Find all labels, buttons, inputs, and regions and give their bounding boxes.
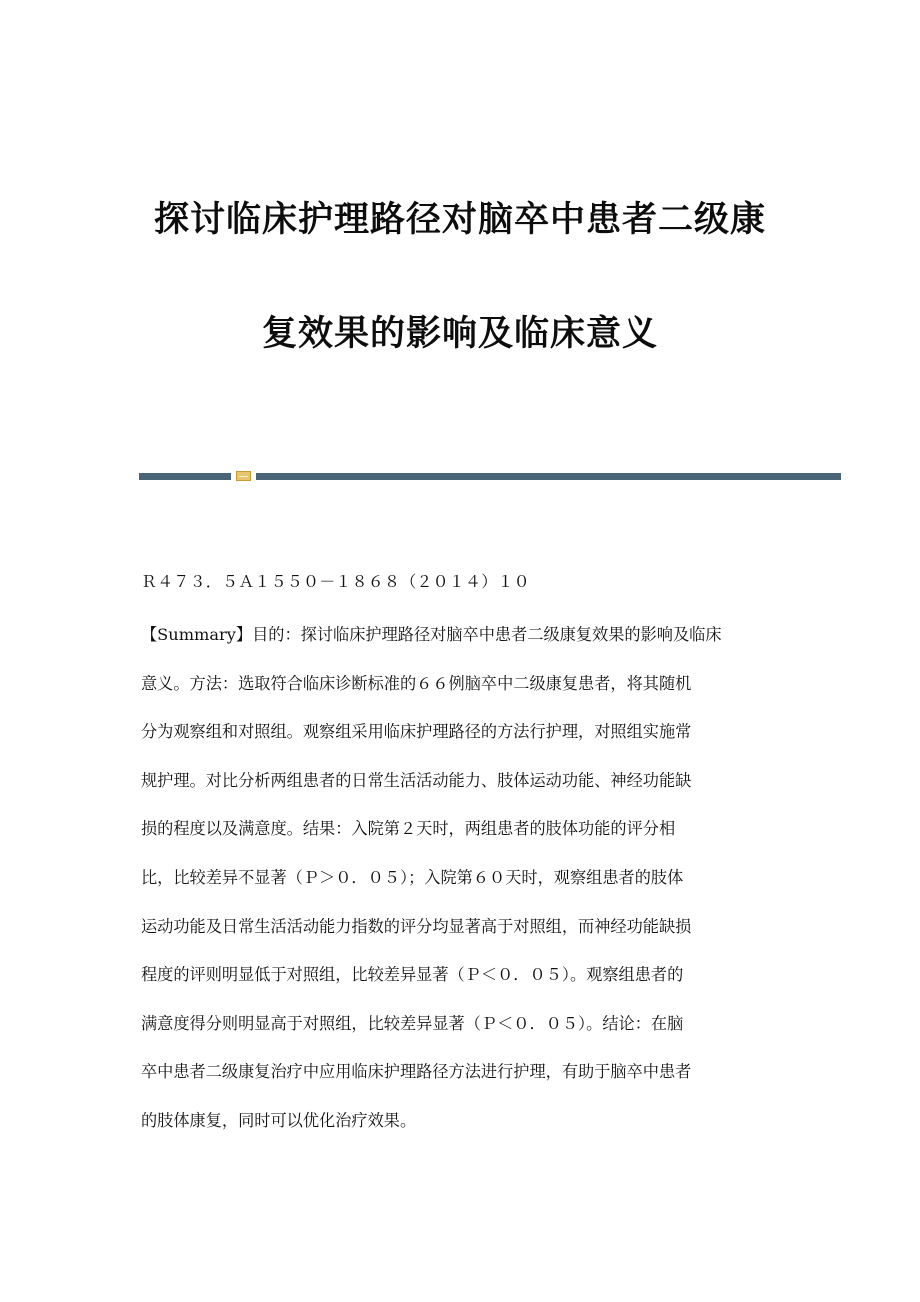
- divider-ornament-icon: [236, 471, 251, 481]
- abstract-line: 运动功能及日常生活活动能力指数的评分均显著高于对照组，而神经功能缺损: [141, 916, 692, 936]
- abstract-line: 分为观察组和对照组。观察组采用临床护理路径的方法行护理，对照组实施常: [141, 722, 692, 742]
- abstract-line: 程度的评则明显低于对照组，比较差异显著（Ｐ＜０．０５）。观察组患者的: [141, 965, 684, 985]
- abstract-line: 损的程度以及满意度。结果：入院第２天时，两组患者的肢体功能的评分相: [141, 819, 676, 839]
- abstract-line: 【Summary】目的：探讨临床护理路径对脑卒中患者二级康复效果的影响及临床: [141, 625, 722, 644]
- abstract: [141, 622, 781, 1157]
- divider-bar-right: [256, 473, 841, 480]
- abstract-line: 比，比较差异不显著（Ｐ＞０．０５）；入院第６０天时，观察组患者的肢体: [141, 867, 684, 887]
- title-line-2: 复效果的影响及临床意义: [261, 314, 658, 354]
- abstract-line: 满意度得分则明显高于对照组，比较差异显著（Ｐ＜０．０５）。结论：在脑: [141, 1013, 684, 1033]
- abstract-line: 的肢体康复，同时可以优化治疗效果。: [141, 1110, 417, 1130]
- classification-code: Ｒ４７３．５Ａ１５５０－１８６８（２０１４）１０: [141, 572, 530, 591]
- abstract-line: 规护理。对比分析两组患者的日常生活活动能力、肢体运动功能、神经功能缺: [141, 770, 692, 790]
- title-divider: [139, 471, 841, 481]
- abstract-line: 意义。方法：选取符合临床诊断标准的６６例脑卒中二级康复患者，将其随机: [141, 673, 692, 693]
- title-line-1: 探讨临床护理路径对脑卒中患者二级康: [153, 200, 766, 240]
- abstract-line: 卒中患者二级康复治疗中应用临床护理路径方法进行护理，有助于脑卒中患者: [141, 1062, 692, 1082]
- divider-bar-left: [139, 473, 231, 480]
